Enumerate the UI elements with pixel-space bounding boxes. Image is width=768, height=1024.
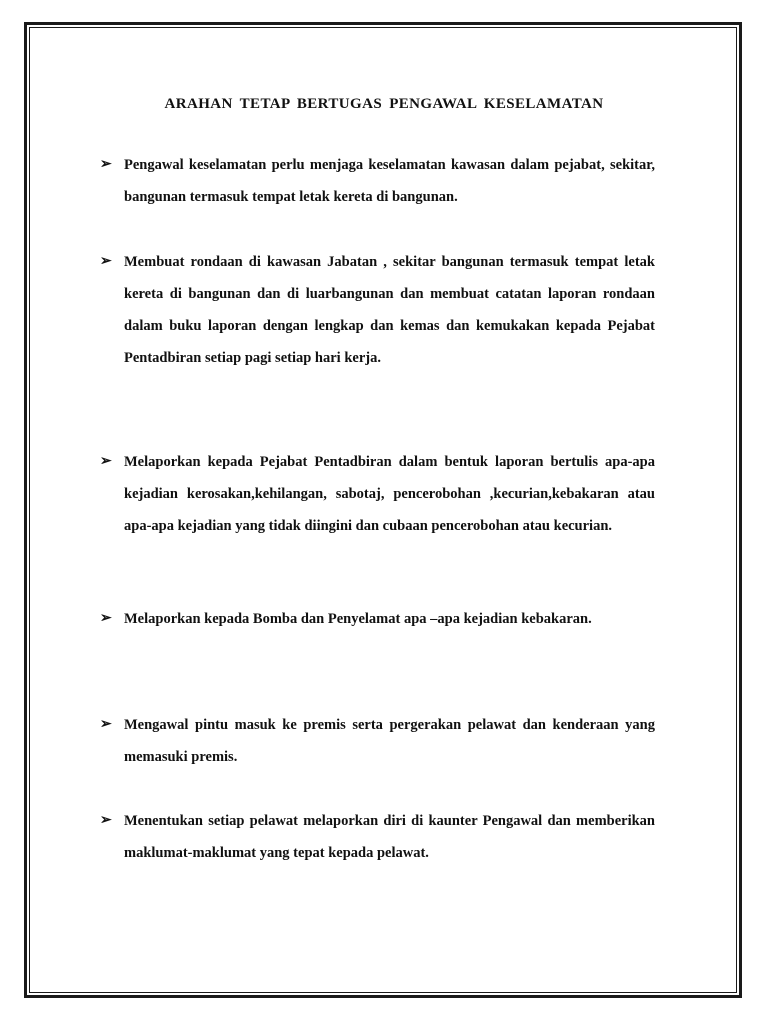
document-title: ARAHAN TETAP BERTUGAS PENGAWAL KESELAMATAN xyxy=(164,96,604,112)
arrow-bullet-icon: ➢ xyxy=(100,254,112,269)
list-item xyxy=(100,446,655,542)
arrow-bullet-icon: ➢ xyxy=(100,717,112,732)
list-item xyxy=(100,603,655,635)
list-item-text: Menentukan setiap pelawat melaporkan diri di kaunter Pengawal dan memberikan maklumat-maklumat yang tepat kepada pelawat. xyxy=(124,813,655,861)
list-item xyxy=(100,709,655,773)
list-item xyxy=(100,149,655,213)
list-item xyxy=(100,805,655,869)
arrow-bullet-icon: ➢ xyxy=(100,157,112,172)
arrow-bullet-icon: ➢ xyxy=(100,611,112,626)
list-item-text: Membuat rondaan di kawasan Jabatan , sekitar bangunan termasuk tempat letak kereta di bangunan dan di luarbangunan dan membuat catatan laporan rondaan dalam buku laporan dengan lengkap dan kemas dan kemukakan kepada Pejabat Pentadbiran setiap pagi setiap hari kerja. xyxy=(124,254,655,366)
list-item-text: Pengawal keselamatan perlu menjaga keselamatan kawasan dalam pejabat, sekitar, bangunan termasuk tempat letak kereta di bangunan. xyxy=(124,157,655,205)
list-item xyxy=(100,246,655,374)
list-item-text: Mengawal pintu masuk ke premis serta pergerakan pelawat dan kenderaan yang memasuki premis. xyxy=(124,717,655,765)
arrow-bullet-icon: ➢ xyxy=(100,454,112,469)
arrow-bullet-icon: ➢ xyxy=(100,813,112,828)
list-item-text: Melaporkan kepada Pejabat Pentadbiran dalam bentuk laporan bertulis apa-apa kejadian kerosakan,kehilangan, sabotaj, pencerobohan ,kecurian,kebakaran atau apa-apa kejadian yang tidak diingini dan cubaan pencerobohan atau kecurian. xyxy=(124,454,655,534)
list-item-text: Melaporkan kepada Bomba dan Penyelamat apa –apa kejadian kebakaran. xyxy=(124,611,592,627)
